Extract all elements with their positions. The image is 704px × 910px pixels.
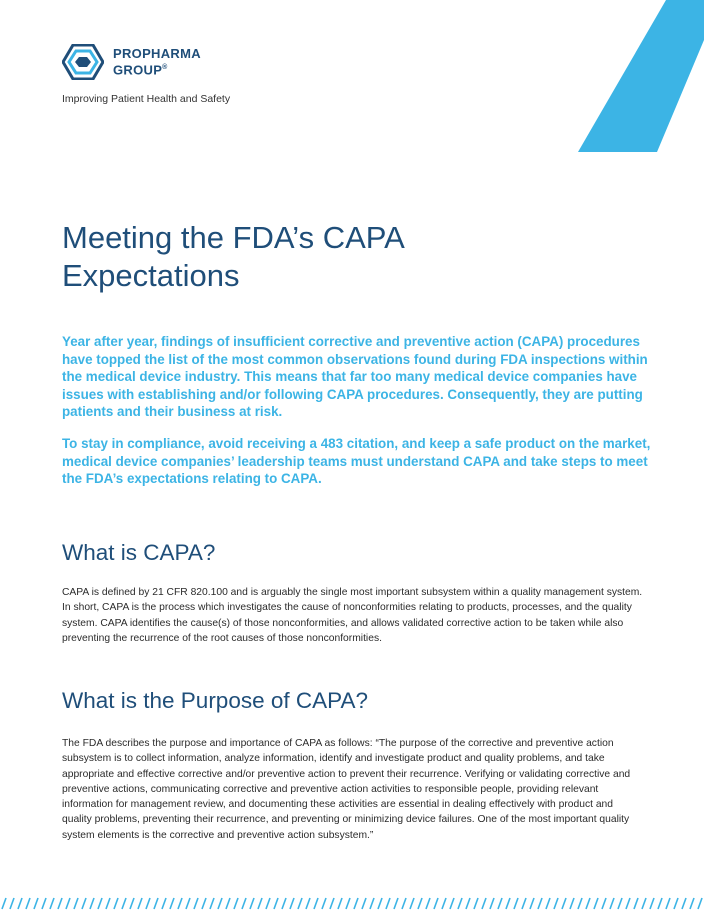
section-heading-purpose-of-capa: What is the Purpose of CAPA? xyxy=(62,688,368,713)
section-body-purpose-of-capa: The FDA describes the purpose and importance of CAPA as follows: “The purpose of the corrective and preventive action subsystem is to collect information, analyze information, identify and investigate product and quality problems, and take appropriate and effective corrective and/or preventive action to prevent their recurrence. Verifying or validating corrective and preventive actions, communicating corrective and preventive action activities to responsible people, providing relevant information for management review, and documenting these activities are essential in dealing effectively with product and quality problems, preventing their recurrence, and preventing or minimizing device failures. One of the most important quality system elements is the corrective and preventive action subsystem.” xyxy=(62,738,631,841)
section-body-what-is-capa: CAPA is defined by 21 CFR 820.100 and is arguably the single most important subsystem within a quality management system. In short, CAPA is the process which investigates the cause of nonconformities relating to products, processes, and the quality system. CAPA identifies the cause(s) of those nonconformities, and allows validated corrective action to be taken while also preventing the recurrence of the root causes of those nonconformities. xyxy=(62,587,643,644)
registered-mark: ® xyxy=(162,64,168,71)
tagline: Improving Patient Health and Safety xyxy=(62,93,231,105)
page-title-line-2: Expectations xyxy=(62,258,240,293)
page-title-line-1: Meeting the FDA’s CAPA xyxy=(62,220,405,255)
brand-line-1: PROPHARMA xyxy=(113,46,201,61)
intro-paragraph-1: Year after year, findings of insufficient corrective and preventive action (CAPA) procedures have topped the list of the most common observations found during FDA inspections within the medical device industry. This means that far too many medical device companies have issues with establishing and/or following CAPA procedures. Consequently, they are putting patients and their business at risk. xyxy=(62,334,648,419)
page-title xyxy=(62,219,582,295)
section-heading-what-is-capa: What is CAPA? xyxy=(62,540,216,565)
footer-hatch-decoration xyxy=(0,897,704,910)
brand-line-2: GROUP xyxy=(113,62,163,78)
propharma-logo-icon xyxy=(62,44,104,80)
corner-accent-stripe xyxy=(0,0,704,160)
intro-paragraph-2: To stay in compliance, avoid receiving a 483 citation, and keep a safe product on the market, medical device companies’ leadership teams must understand CAPA and take steps to meet the FDA’s expectations relating to CAPA. xyxy=(62,436,651,486)
brand-name xyxy=(113,47,201,77)
